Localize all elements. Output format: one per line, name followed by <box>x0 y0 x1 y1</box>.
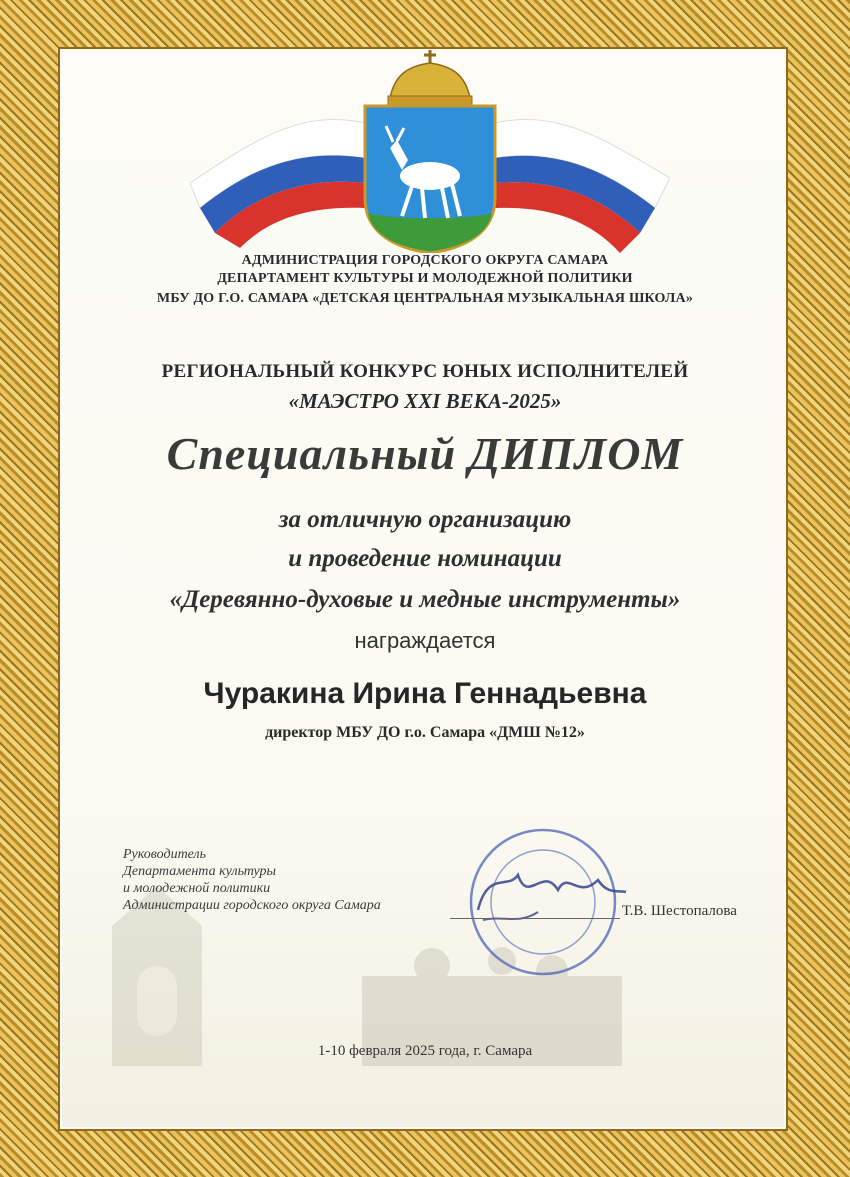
reason-line-3: «Деревянно-духовые и медные инструменты» <box>169 586 681 613</box>
signatory-name: Т.В. Шестопалова <box>622 903 737 919</box>
official-stamp-icon <box>448 820 628 985</box>
contest-name: «МАЭСТРО XXI ВЕКА-2025» <box>288 389 562 413</box>
awarded-label: награждается <box>354 628 496 653</box>
signatory-title-block <box>123 846 381 914</box>
samara-coat-of-arms-icon <box>190 48 670 253</box>
signatory-title-line-4: Администрации городского округа Самара <box>123 898 381 913</box>
diploma-title: Специальный ДИПЛОМ <box>166 428 684 479</box>
header-line-1: АДМИНИСТРАЦИЯ ГОРОДСКОГО ОКРУГА САМАРА <box>241 253 609 268</box>
signatory-title-line-1: Руководитель <box>123 847 207 862</box>
reason-line-2: и проведение номинации <box>288 545 562 572</box>
recipient-name: Чуракина Ирина Геннадьевна <box>203 677 647 710</box>
header-line-2: ДЕПАРТАМЕНТ КУЛЬТУРЫ И МОЛОДЕЖНОЙ ПОЛИТИКИ <box>217 271 633 286</box>
signatory-title-line-2: Департамента культуры <box>123 864 277 879</box>
signatory-title-line-3: и молодежной политики <box>123 881 271 896</box>
header-line-3: МБУ ДО Г.О. САМАРА «ДЕТСКАЯ ЦЕНТРАЛЬНАЯ МУЗЫКАЛЬНАЯ ШКОЛА» <box>156 291 694 306</box>
reason-line-1: за отличную организацию <box>278 506 572 533</box>
recipient-position: директор МБУ ДО г.о. Самара «ДМШ №12» <box>265 724 585 741</box>
contest-title: РЕГИОНАЛЬНЫЙ КОНКУРС ЮНЫХ ИСПОЛНИТЕЛЕЙ <box>161 361 689 382</box>
date-place: 1-10 февраля 2025 года, г. Самара <box>317 1043 533 1059</box>
signature-line <box>450 918 620 919</box>
